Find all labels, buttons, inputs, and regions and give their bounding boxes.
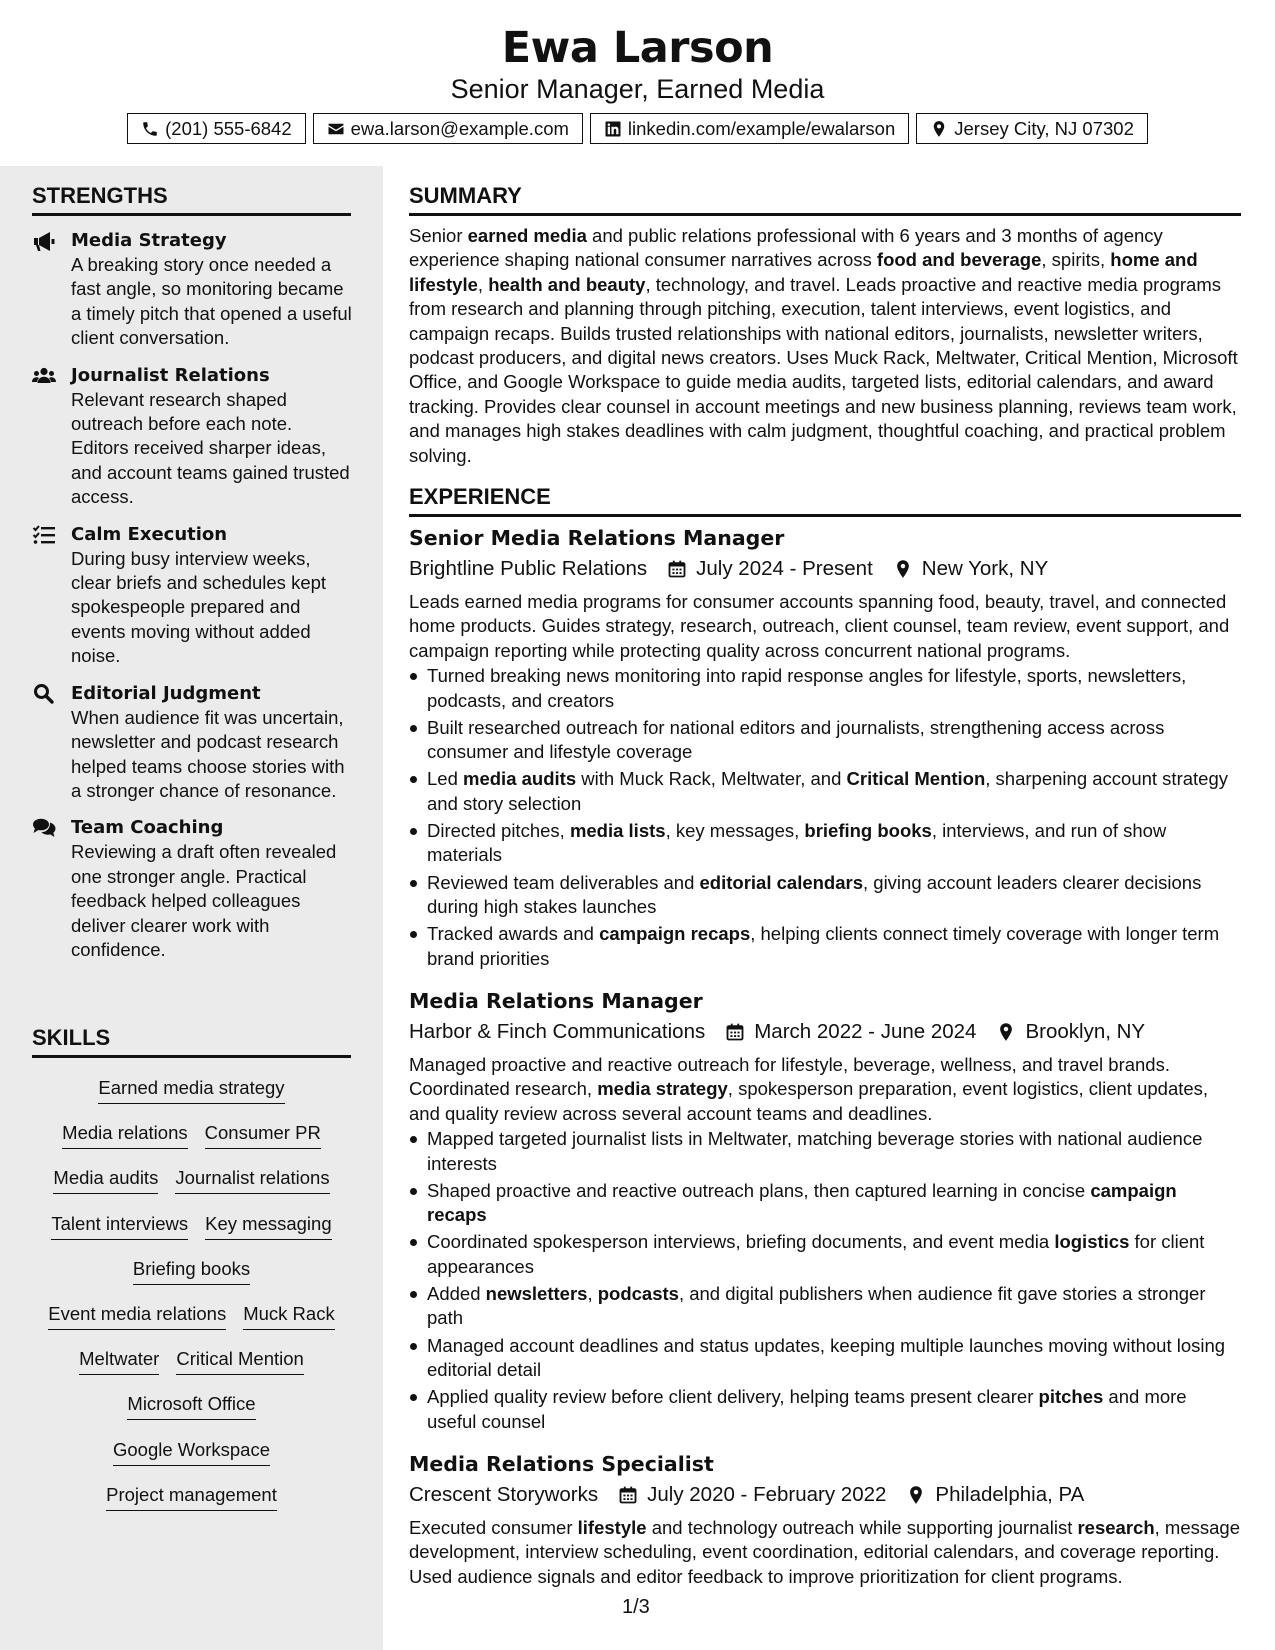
bullet-item — [409, 922, 1241, 971]
bullet-item — [409, 716, 1241, 765]
job-location: New York, NY — [921, 557, 1049, 580]
megaphone-icon — [32, 230, 56, 252]
candidate-headline: Senior Manager, Earned Media — [450, 74, 825, 104]
emphasis-text: logistics — [1054, 1231, 1130, 1253]
skill-row — [32, 1165, 351, 1210]
emphasis-text: media audits — [463, 768, 577, 790]
job-entry — [409, 524, 1241, 974]
text-run: , sharpening account strategy and story selection — [427, 768, 1228, 814]
text-run: Led — [427, 768, 464, 790]
company-name: Crescent Storyworks — [409, 1483, 599, 1506]
text-run: Mapped targeted journalist lists in Meltwater, matching beverage stories with national audience interests — [427, 1128, 1203, 1174]
text-run: and technology outreach while supporting journalist — [646, 1517, 1078, 1538]
job-title: Senior Media Relations Manager — [409, 526, 785, 550]
job-location: Brooklyn, NY — [1025, 1020, 1146, 1043]
skill-tag: Microsoft Office — [127, 1391, 255, 1420]
text-run: , and digital publishers when audience fit gave stories a stronger path — [427, 1283, 1206, 1329]
skill-tag: Key messaging — [205, 1211, 331, 1240]
company-name: Harbor & Finch Communications — [409, 1020, 706, 1043]
text-run: Managed proactive and reactive outreach for lifestyle, beverage, wellness, and travel brands. Coordinated research, — [409, 1054, 1170, 1100]
strength-item — [32, 682, 352, 804]
job-bullets — [409, 664, 1241, 971]
emphasis-text: lifestyle — [577, 1517, 647, 1538]
bullet-item — [409, 664, 1241, 713]
page-number: 1/3 — [622, 1596, 650, 1618]
emphasis-text: podcasts — [597, 1283, 679, 1305]
emphasis-text: campaign recaps — [427, 1179, 1177, 1226]
text-run: for client appearances — [427, 1231, 1205, 1277]
skill-row — [32, 1256, 351, 1301]
strength-item — [32, 229, 352, 351]
strength-desc: A breaking story once needed a fast angle, so monitoring became a timely pitch that opened a useful client conversation. — [71, 254, 352, 349]
emphasis-text: media lists — [569, 820, 666, 842]
text-run: Directed pitches, — [427, 820, 570, 842]
skill-tag: Google Workspace — [113, 1437, 270, 1466]
job-description — [409, 590, 1241, 663]
skill-tag: Earned media strategy — [98, 1075, 284, 1104]
job-meta — [409, 554, 1241, 584]
skill-row — [32, 1120, 351, 1165]
job-location: Philadelphia, PA — [935, 1483, 1085, 1506]
job-description — [409, 1516, 1241, 1589]
company-name: Brightline Public Relations — [409, 557, 648, 580]
skill-tag: Briefing books — [133, 1256, 250, 1285]
location-icon — [886, 1485, 935, 1505]
skill-row — [32, 1482, 351, 1527]
candidate-name: Ewa Larson — [501, 23, 774, 73]
job-dates: July 2024 - Present — [696, 557, 873, 580]
job-dates: March 2022 - June 2024 — [754, 1020, 977, 1043]
emphasis-text: earned media — [467, 225, 587, 246]
email-icon — [327, 120, 345, 138]
job-bullets — [409, 1127, 1241, 1434]
strength-title: Media Strategy — [71, 230, 227, 251]
skill-tag: Project management — [106, 1482, 277, 1511]
contact-phone[interactable] — [127, 113, 306, 144]
strengths-heading: STRENGTHS — [32, 182, 351, 216]
text-run: Coordinated spokesperson interviews, briefing documents, and event media — [427, 1231, 1055, 1253]
skill-row — [32, 1075, 351, 1120]
strength-title: Team Coaching — [71, 817, 224, 839]
emphasis-text: research — [1077, 1517, 1155, 1538]
text-run: , key messages, — [665, 820, 805, 842]
text-run: and more useful counsel — [427, 1386, 1187, 1432]
text-run: , spokesperson preparation, event logistics, client updates, and quality review across several account teams and deadlines. — [409, 1078, 1209, 1124]
comments-icon — [32, 817, 56, 839]
text-run: Reviewed team deliverables and — [427, 871, 700, 893]
text-run: Turned breaking news monitoring into rapid response angles for lifestyle, sports, newsletters, podcasts, and creators — [427, 665, 1187, 711]
text-run: Managed account deadlines and status updates, keeping multiple launches moving without losing editorial detail — [427, 1334, 1226, 1381]
text-run: Executed consumer — [409, 1517, 578, 1538]
main-column — [409, 166, 1241, 1650]
text-run: Senior — [409, 225, 468, 246]
strength-desc: During busy interview weeks, clear briefs and schedules kept spokespeople prepared and events moving without added noise. — [71, 547, 327, 667]
search-icon — [32, 683, 56, 705]
skill-row — [32, 1391, 351, 1436]
text-run: with Muck Rack, Meltwater, and — [576, 768, 847, 790]
contact-email[interactable] — [313, 113, 583, 144]
skill-tag: Critical Mention — [176, 1346, 304, 1375]
strength-desc: Reviewing a draft often revealed one stronger angle. Practical feedback helped colleagues deliver clearer work with confidence. — [71, 841, 337, 960]
bullet-item — [409, 819, 1241, 868]
sidebar — [0, 166, 383, 1650]
text-run: , message development, interview scheduling, event coordination, editorial calendars, and coverage reporting. Used audience signals and editor feedback to improve prioritization for client programs. — [409, 1517, 1240, 1587]
text-run: , helping clients connect timely coverage with longer term brand priorities — [427, 923, 1220, 969]
text-run: and public relations professional with 6 years and 3 months of agency experience shaping national consumer narratives across — [409, 225, 1163, 271]
job-entry — [409, 1450, 1241, 1589]
phone-icon — [141, 120, 159, 138]
skill-tag: Muck Rack — [243, 1301, 335, 1330]
contact-location-text: Jersey City, NJ 07302 — [954, 117, 1134, 139]
summary-heading: SUMMARY — [409, 182, 1241, 216]
text-run: Leads earned media programs for consumer accounts spanning food, beauty, travel, and connected home products. Guides strategy, research, outreach, client counsel, team review, event support, and campaign reporting while protecting quality across concurrent national programs. — [409, 591, 1230, 661]
skill-tag: Journalist relations — [175, 1165, 329, 1194]
strength-item — [32, 523, 352, 669]
skill-tag: Event media relations — [48, 1301, 226, 1330]
skill-tag: Meltwater — [79, 1346, 159, 1375]
location-icon — [873, 559, 922, 579]
strength-title: Journalist Relations — [71, 364, 270, 386]
contact-bar — [0, 113, 1275, 144]
skill-row — [32, 1301, 351, 1346]
resume-header — [0, 0, 1275, 166]
emphasis-text: briefing books — [804, 820, 932, 842]
skill-tag: Media relations — [62, 1120, 187, 1149]
job-dates: July 2020 - February 2022 — [647, 1483, 887, 1506]
bullet-item — [409, 1385, 1241, 1434]
strength-title: Editorial Judgment — [71, 682, 261, 704]
skills-list — [32, 1075, 351, 1527]
text-run: , interviews, and run of show materials — [427, 820, 1167, 866]
emphasis-text: Critical Mention — [846, 768, 986, 790]
job-title: Media Relations Manager — [409, 989, 703, 1013]
job-description — [409, 1053, 1241, 1126]
experience-heading: EXPERIENCE — [409, 483, 1241, 517]
skill-row — [32, 1437, 351, 1482]
text-run: Shaped proactive and reactive outreach plans, then captured learning in concise — [427, 1179, 1091, 1201]
text-run: , — [477, 273, 489, 295]
strength-title: Calm Execution — [71, 523, 228, 545]
text-run: Tracked awards and — [427, 923, 600, 945]
bullet-item — [409, 1179, 1241, 1228]
checklist-icon — [32, 524, 56, 546]
contact-email-text: ewa.larson@example.com — [350, 117, 569, 139]
bullet-item — [409, 871, 1241, 920]
job-entry — [409, 987, 1241, 1437]
emphasis-text: newsletters — [485, 1283, 588, 1305]
emphasis-text: home and lifestyle — [409, 249, 1198, 295]
text-run: Added — [427, 1283, 486, 1305]
job-meta — [409, 1480, 1241, 1510]
linkedin-icon — [604, 120, 622, 138]
bullet-item — [409, 1127, 1241, 1176]
emphasis-text: health and beauty — [488, 273, 646, 295]
contact-linkedin[interactable] — [590, 113, 909, 144]
strength-item — [32, 816, 352, 962]
text-run: Applied quality review before client delivery, helping teams present clearer — [427, 1386, 1039, 1408]
text-run: Built researched outreach for national editors and journalists, strengthening access across consumer and lifestyle coverage — [427, 716, 1165, 763]
skill-row — [32, 1346, 351, 1391]
emphasis-text: pitches — [1038, 1386, 1104, 1408]
summary-text — [409, 224, 1241, 468]
skills-heading: SKILLS — [32, 1024, 351, 1058]
calendar-icon — [598, 1485, 647, 1505]
contact-phone-text: (201) 555-6842 — [165, 117, 292, 139]
job-meta — [409, 1017, 1241, 1047]
bullet-item — [409, 1230, 1241, 1279]
strength-item — [32, 364, 352, 510]
text-run: , — [587, 1283, 598, 1305]
strength-desc: Relevant research shaped outreach before each note. Editors received sharper ideas, and account teams gained trusted access. — [71, 388, 350, 508]
job-title: Media Relations Specialist — [409, 1452, 714, 1476]
calendar-icon — [705, 1022, 754, 1042]
bullet-item — [409, 767, 1241, 816]
text-run: , technology, and travel. Leads proactive and reactive media programs from research and planning through pitching, execution, talent interviews, event logistics, and campaign recaps. Builds trusted relationships with national editors, journalists, newsletter writers, podcast producers, and digital news creators. Uses Muck Rack, Meltwater, Critical Mention, Microsoft Office, and Google Workspace to guide media audits, targeted lists, editorial calendars, and award tracking. Provides clear counsel in account meetings and new business planning, reviews team work, and manages high stakes deadlines with calm judgment, thoughtful coaching, and practical problem solving. — [409, 273, 1238, 466]
emphasis-text: food and beverage — [876, 249, 1042, 271]
bullet-item — [409, 1334, 1241, 1383]
strength-desc: When audience fit was uncertain, newsletter and podcast research helped teams choose stories with a stronger chance of resonance. — [71, 706, 345, 801]
skill-tag: Talent interviews — [51, 1211, 188, 1240]
users-icon — [32, 365, 56, 387]
emphasis-text: editorial calendars — [699, 871, 863, 893]
strengths-list — [32, 229, 352, 975]
skill-row — [32, 1211, 351, 1256]
contact-linkedin-text: linkedin.com/example/ewalarson — [627, 117, 896, 139]
location-icon — [976, 1022, 1025, 1042]
skill-tag: Consumer PR — [205, 1120, 321, 1149]
skill-tag: Media audits — [53, 1165, 158, 1194]
bullet-item — [409, 1282, 1241, 1331]
text-run: , spirits, — [1041, 249, 1111, 271]
calendar-icon — [647, 559, 696, 579]
contact-location[interactable] — [916, 113, 1148, 144]
location-icon — [930, 120, 948, 138]
text-run: , giving account leaders clearer decisions during high stakes launches — [427, 871, 1202, 918]
emphasis-text: campaign recaps — [599, 923, 751, 945]
emphasis-text: media strategy — [597, 1078, 728, 1100]
